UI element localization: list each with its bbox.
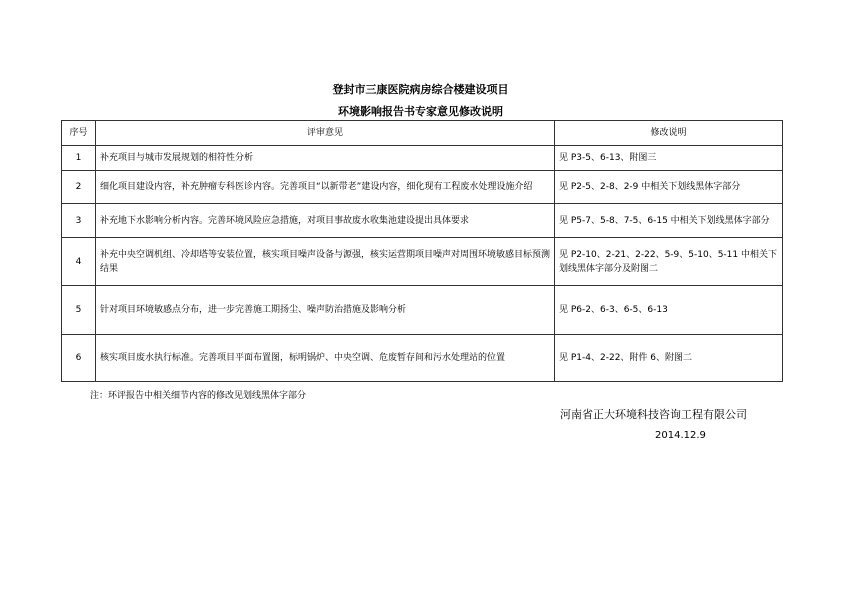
row-revision: 见 P2-5、2-8、2-9 中相关下划线黑体字部分: [555, 171, 783, 204]
header-opinion: 评审意见: [96, 121, 555, 146]
row-revision: 见 P1-4、2-22、附件 6、附图二: [555, 335, 783, 382]
row-number: 3: [62, 204, 96, 238]
header-serial: 序号: [62, 121, 96, 146]
row-revision: 见 P5-7、5-8、7-5、6-15 中相关下划线黑体字部分: [555, 204, 783, 238]
row-number: 1: [62, 146, 96, 171]
row-opinion: 针对项目环境敏感点分布，进一步完善施工期扬尘、噪声防治措施及影响分析: [96, 286, 555, 335]
document-subtitle: 环境影响报告书专家意见修改说明: [338, 105, 503, 118]
document-title: 登封市三康医院病房综合楼建设项目: [332, 83, 509, 96]
row-opinion: 补充中央空调机组、冷却塔等安装位置，核实项目噪声设备与源强，核实运营期项目噪声对周围环境敏感目标预测结果: [96, 238, 555, 286]
row-number: 4: [62, 238, 96, 286]
table-row: [62, 335, 783, 382]
document-date: 2014.12.9: [655, 430, 706, 441]
row-revision: 见 P6-2、6-3、6-5、6-13: [555, 286, 783, 335]
opinion-table: [61, 120, 783, 382]
row-opinion: 核实项目废水执行标准。完善项目平面布置图，标明锅炉、中央空调、危废暂存间和污水处理站的位置: [96, 335, 555, 382]
footnote: 注：环评报告中相关细节内容的修改见划线黑体字部分: [90, 391, 307, 401]
row-number: 6: [62, 335, 96, 382]
table-row: [62, 171, 783, 204]
table-row: [62, 286, 783, 335]
table-row: [62, 238, 783, 286]
row-revision: 见 P2-10、2-21、2-22、5-9、5-10、5-11 中相关下划线黑体字部分及附图二: [555, 238, 783, 286]
row-opinion: 补充项目与城市发展规划的相符性分析: [96, 146, 555, 171]
row-number: 2: [62, 171, 96, 204]
row-revision: 见 P3-5、6-13、附图三: [555, 146, 783, 171]
row-opinion: 补充地下水影响分析内容。完善环境风险应急措施，对项目事故废水收集池建设提出具体要求: [96, 204, 555, 238]
header-revision: 修改说明: [555, 121, 783, 146]
row-number: 5: [62, 286, 96, 335]
company-name: 河南省正大环境科技咨询工程有限公司: [560, 408, 747, 421]
table-row: [62, 146, 783, 171]
table-row: [62, 204, 783, 238]
table-header-row: [62, 121, 783, 146]
row-opinion: 细化项目建设内容，补充肿瘤专科医诊内容。完善项目“以新带老”建设内容，细化现有工程废水处理设施介绍: [96, 171, 555, 204]
